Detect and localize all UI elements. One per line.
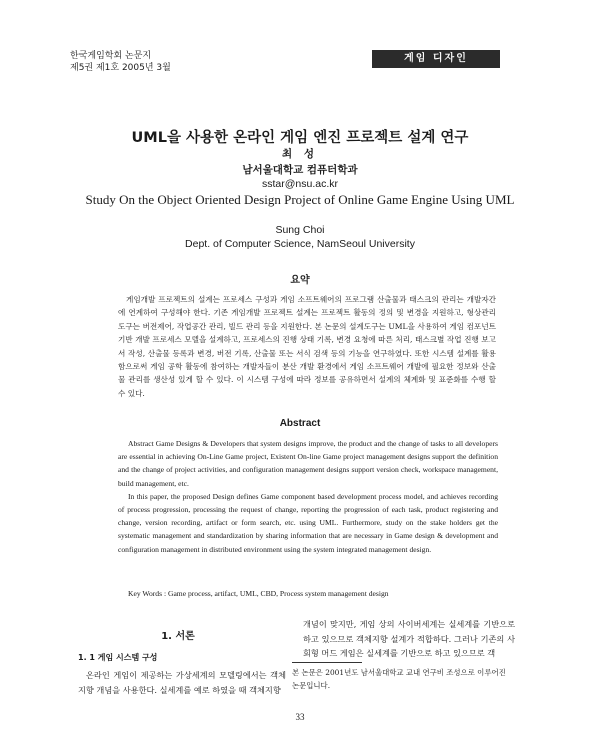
abstract-english-paragraph-2: In this paper, the proposed Design defines Game component based development process model, and achieves recording of process progression, processing the request of change, reporting the progression of each task, product registering and change, version recording, artifact or form search, etc. using UML. Furthermore, study on the stake holders get the systematic management and standardization by sharing information that are necessary in Game design & development and configuration management in distributed environment using the system integrated management design. bbox=[118, 491, 498, 554]
left-column-text: 온라인 게임이 제공하는 가상세계의 모델링에서는 객체지향 개념을 사용한다. 실세계를 예로 하였을 때 객체지향 bbox=[78, 670, 286, 695]
paper-title-korean: UML을 사용한 온라인 게임 엔진 프로젝트 설계 연구 bbox=[131, 130, 469, 146]
abstract-english-heading: Abstract bbox=[279, 418, 321, 429]
footnote: 본 논문은 2001년도 남서울대학교 교내 연구비 조성으로 이루어진 논문입니다. bbox=[292, 668, 506, 690]
author-email: sstar@nsu.ac.kr bbox=[261, 178, 338, 190]
footnote-divider bbox=[292, 662, 362, 663]
keywords: Key Words : Game process, artifact, UML, CBD, Process system management design bbox=[128, 589, 389, 598]
affiliation-korean: 남서울대학교 컴퓨터학과 bbox=[242, 164, 358, 176]
journal-issue: 제5권 제1호 2005년 3월 bbox=[70, 63, 171, 73]
affiliation-english: Dept. of Computer Science, NamSeoul University bbox=[185, 238, 415, 250]
abstract-korean-heading: 요약 bbox=[290, 275, 310, 286]
page-number: 33 bbox=[295, 712, 305, 722]
author-english: Sung Choi bbox=[275, 224, 325, 236]
abstract-english-paragraph-1: Abstract Game Designs & Developers that system designs improve, the product and the change of tasks to all developers are essential in achieving On-Line Game project, Existent On-line Game project management designs support the definition and the change of project activities, and configuration management designs support version check, workspace management, build management, etc. bbox=[118, 439, 498, 488]
section-title: 1. 서론 bbox=[161, 631, 195, 642]
journal-name: 한국게임학회 논문지 bbox=[70, 51, 152, 61]
subsection-title: 1. 1 게임 시스템 구성 bbox=[78, 653, 158, 662]
abstract-korean-text: 게임개발 프로젝트의 설계는 프로세스 구성과 게임 소프트웨어의 프로그램 산출물과 태스크의 관리는 개발자간에 연계하여 구성해야 한다. 기존 게임개발 프로젝트 설계는 프로젝트 활동의 정의 및 변경을 지원하고, 형상관리 도구는 버전제어, 작업공간 관리, 빌드 관리 등을 지원한다. 본 논문의 설계도구는 UML을 사용하여 게임 컴포넌트 기반 개발 프로세스 모델을 설계하고, 프로세스의 진행 상태 기록, 변경 요청에 따른 처리, 태스크별 작업 진행 보고서 작성, 산출물 등록과 변경, 버전 기록, 산출물 또는 서식 검색 등의 기능을 연구하였다. 또한 시스템 설계를 활용함으로써 게임 공학 활동에 참여하는 개발자들이 분산 개발 환경에서 게임 소프트웨어 개발에 필요한 정보와 산출물 관리를 생산성 있게 할 수 있다. 이 시스템 구성에 따라 정보를 공유하면서 설계의 체계화 및 표준화를 수행 할 수 있다. bbox=[118, 295, 496, 398]
category-badge: 게임 디자인 bbox=[372, 50, 500, 68]
right-column-text: 개념이 맞지만, 게임 상의 사이버세계는 실세계를 기반으로 하고 있으므로 객체지향 설계가 적합하다. 그러나 기존의 사회형 머드 게임은 실세계를 기반으로 하고 있으므로 객 bbox=[303, 619, 515, 658]
paper-title-english: Study On the Object Oriented Design Project of Online Game Engine Using UML bbox=[85, 192, 515, 207]
abstract-english-body bbox=[118, 437, 498, 556]
journal-info bbox=[70, 50, 171, 74]
author-korean: 최 성 bbox=[282, 148, 318, 160]
